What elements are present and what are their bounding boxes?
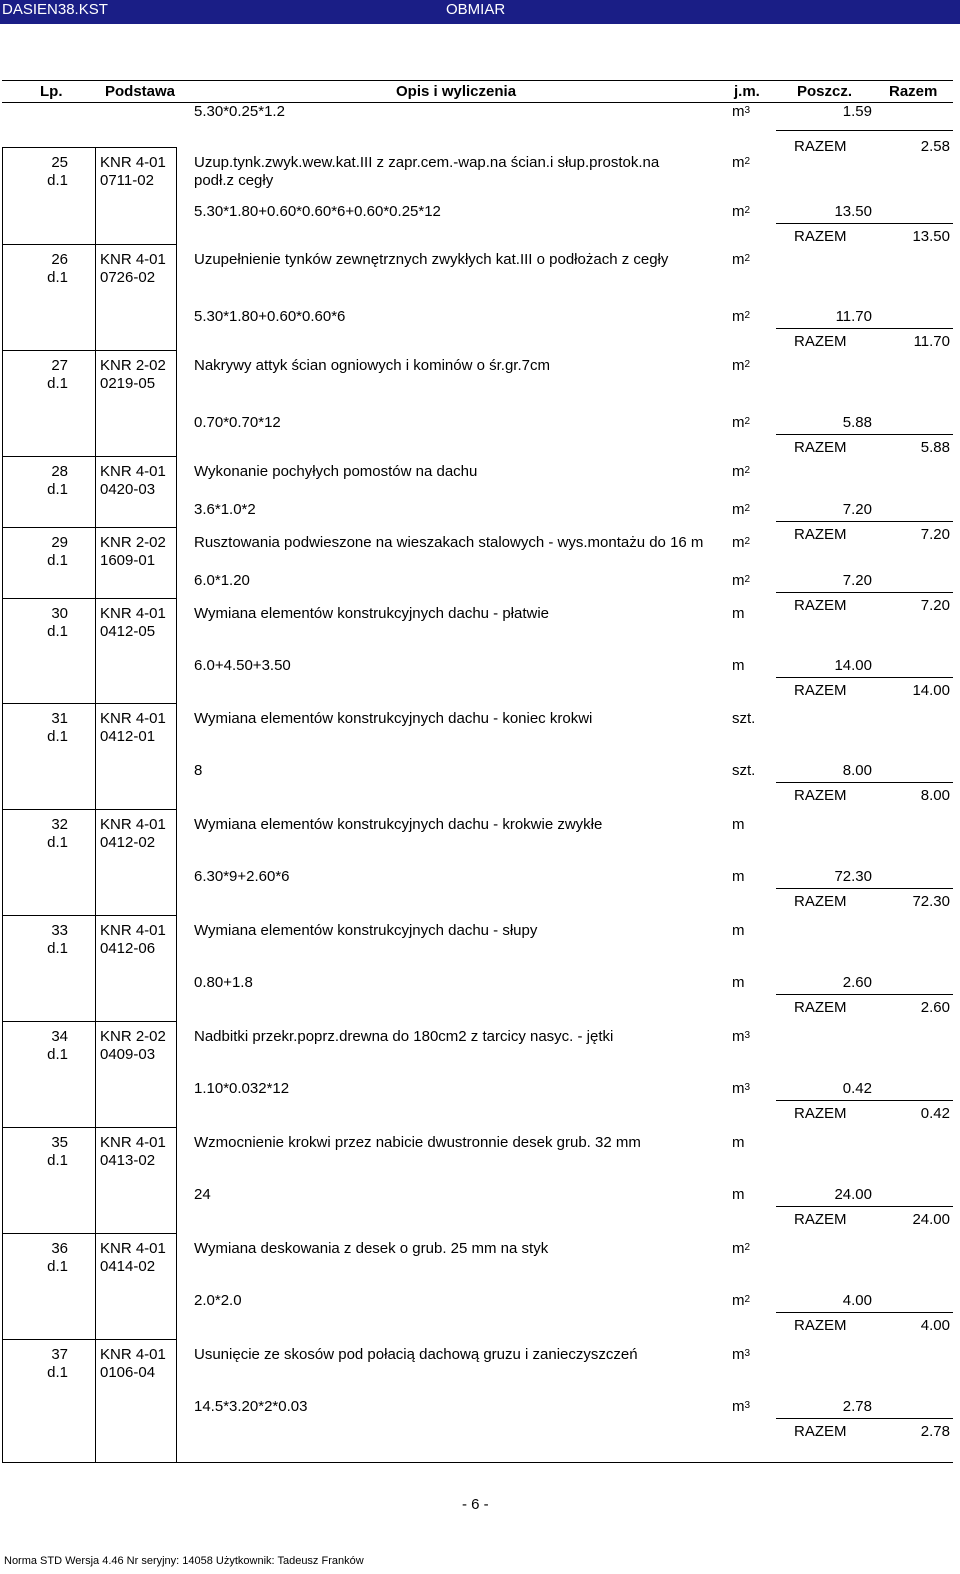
razem-separator [776,223,953,224]
razem-value: 2.58 [920,138,950,155]
col-divider [176,1340,177,1463]
item-formula-unit: $m^2$ [732,501,751,518]
razem-value: 11.70 [913,333,950,350]
item-value: 11.70 [835,308,872,325]
razem-separator [776,1418,953,1419]
item-unit: $m^3$ [732,1346,751,1363]
item-code: KNR 4-01 [100,1346,166,1363]
item-code: KNR 2-02 [100,1028,166,1045]
item-formula: 0.70*0.70*12 [194,414,281,431]
col-divider [2,915,3,1021]
item-description: Uzupełnienie tynków zewnętrznych zwykłych kat.III o podłożach z cegły [194,251,669,268]
col-divider [2,527,3,598]
item-number: 35 [51,1134,68,1151]
item-description: Wzmocnienie krokwi przez nabicie dwustronnie desek grub. 32 mm [194,1134,641,1151]
item-code: KNR 4-01 [100,1134,166,1151]
title-bar [0,0,960,24]
col-divider [95,809,96,915]
razem-label: RAZEM [794,787,847,804]
item-code: KNR 4-01 [100,1240,166,1257]
razem-value: 2.60 [920,999,950,1016]
row-separator [2,1127,176,1128]
item-formula-unit: m [732,657,745,674]
item-formula: 5.30*1.80+0.60*0.60*6 [194,308,346,325]
col-divider [2,1127,3,1233]
item-formula-unit: m [732,868,745,885]
item-number-suffix: d.1 [47,1364,68,1381]
col-divider [176,1021,177,1127]
item-value: 72.30 [834,868,872,885]
col-divider [95,1127,96,1233]
item-unit: m [732,816,745,833]
col-divider [176,456,177,527]
file-name: DASIEN38.KST [2,1,108,18]
item-formula: 5.30*1.80+0.60*0.60*6+0.60*0.25*12 [194,203,441,220]
item-code: KNR 4-01 [100,605,166,622]
item-formula-unit: $m^3$ [732,1398,751,1415]
row-separator [2,1233,176,1234]
col-divider [2,703,3,809]
item-number: 28 [51,463,68,480]
item-code-number: 0414-02 [100,1258,156,1275]
item-unit: m [732,605,745,622]
item-formula: 6.30*9+2.60*6 [194,868,290,885]
row-separator [2,456,176,457]
item-number: 36 [51,1240,68,1257]
item-formula: 6.0+4.50+3.50 [194,657,291,674]
item-code-number: 0726-02 [100,269,156,286]
item-value: 24.00 [834,1186,872,1203]
item-formula-unit: $m^2$ [732,308,751,325]
item-number-suffix: d.1 [47,269,68,286]
razem-value: 7.20 [920,526,950,543]
row-separator [2,244,176,245]
razem-value: 14.00 [912,682,950,699]
item-value: 13.50 [834,203,872,220]
razem-label: RAZEM [794,138,847,155]
razem-value: 13.50 [912,228,950,245]
header-razem: Razem [889,83,938,100]
item-unit: $m^2$ [732,357,751,374]
item-code-number: 0219-05 [100,375,156,392]
col-divider [176,809,177,915]
col-divider [2,1021,3,1127]
col-divider [176,703,177,809]
item-code-number: 0412-02 [100,834,156,851]
item-description: Wymiana elementów konstrukcyjnych dachu - koniec krokwi [194,710,593,727]
razem-label: RAZEM [794,1317,847,1334]
carry-value: 1.59 [842,103,872,120]
item-code: KNR 4-01 [100,251,166,268]
item-code-number: 0412-01 [100,728,156,745]
item-number-suffix: d.1 [47,834,68,851]
razem-label: RAZEM [794,893,847,910]
razem-value: 5.88 [920,439,950,456]
col-divider [176,527,177,598]
item-number-suffix: d.1 [47,552,68,569]
item-code: KNR 4-01 [100,710,166,727]
item-description: Nakrywy attyk ścian ogniowych i kominów o śr.gr.7cm [194,357,550,374]
item-number-suffix: d.1 [47,940,68,957]
item-code: KNR 2-02 [100,534,166,551]
item-code: KNR 4-01 [100,463,166,480]
razem-label: RAZEM [794,999,847,1016]
razem-separator [776,592,953,593]
item-number: 29 [51,534,68,551]
razem-label: RAZEM [794,597,847,614]
item-value: 2.78 [842,1398,872,1415]
item-number: 34 [51,1028,68,1045]
razem-separator [776,1100,953,1101]
item-description: Usunięcie ze skosów pod połacią dachową gruzu i zanieczyszczeń [194,1346,638,1363]
item-description-line2: podł.z cegły [194,172,274,189]
item-formula-unit: $m^2$ [732,414,751,431]
item-formula: 6.0*1.20 [194,572,250,589]
item-formula-unit: m [732,1186,745,1203]
item-code: KNR 4-01 [100,922,166,939]
col-divider [95,1340,96,1463]
item-code: KNR 4-01 [100,816,166,833]
col-divider [95,244,96,350]
item-formula-unit: m [732,974,745,991]
item-value: 7.20 [842,572,872,589]
item-number: 31 [51,710,68,727]
table-bottom-line [2,1462,953,1463]
razem-separator [776,994,953,995]
razem-label: RAZEM [794,682,847,699]
razem-label: RAZEM [794,1423,847,1440]
item-formula: 0.80+1.8 [194,974,253,991]
item-code-number: 0711-02 [100,172,154,189]
item-unit: m [732,1134,745,1151]
item-number-suffix: d.1 [47,481,68,498]
razem-label: RAZEM [794,439,847,456]
col-divider [176,147,177,244]
col-divider [95,456,96,527]
item-unit: $m^2$ [732,463,751,480]
item-code-number: 1609-01 [100,552,156,569]
col-divider [176,1233,177,1339]
item-number-suffix: d.1 [47,375,68,392]
row-separator [2,703,176,704]
item-formula: 3.6*1.0*2 [194,501,256,518]
item-value: 2.60 [842,974,872,991]
item-formula-unit: $m^2$ [732,203,751,220]
mode-label: OBMIAR [446,1,506,18]
razem-separator [776,521,953,522]
item-number-suffix: d.1 [47,623,68,640]
item-description: Wymiana elementów konstrukcyjnych dachu - słupy [194,922,538,939]
razem-value: 8.00 [920,787,950,804]
col-divider [95,703,96,809]
item-formula-unit: szt. [732,762,756,779]
item-formula: 2.0*2.0 [194,1292,242,1309]
col-divider [2,598,3,703]
col-divider [2,809,3,915]
header-podstawa: Podstawa [105,83,176,100]
item-code-number: 0409-03 [100,1046,156,1063]
razem-separator [776,677,953,678]
item-value: 4.00 [842,1292,872,1309]
item-code-number: 0412-05 [100,623,156,640]
item-value: 8.00 [842,762,872,779]
item-unit: m [732,922,745,939]
col-divider [2,147,3,244]
razem-label: RAZEM [794,1105,847,1122]
item-number-suffix: d.1 [47,1258,68,1275]
item-formula-unit: $m^2$ [732,1292,751,1309]
footer-text: Norma STD Wersja 4.46 Nr seryjny: 14058 Użytkownik: Tadeusz Franków [4,1555,364,1567]
item-number: 32 [51,816,68,833]
razem-value: 2.78 [920,1423,950,1440]
item-number-suffix: d.1 [47,172,68,189]
item-value: 5.88 [842,414,872,431]
header-opis: Opis i wyliczenia [396,83,517,100]
item-number: 25 [51,154,68,171]
col-divider [2,1233,3,1339]
page-number: - 6 - [462,1496,489,1513]
item-description: Nadbitki przekr.poprz.drewna do 180cm2 z tarcicy nasyc. - jętki [194,1028,614,1045]
row-separator [2,809,176,810]
razem-separator [776,782,953,783]
razem-label: RAZEM [794,526,847,543]
item-unit: $m^2$ [732,534,751,551]
row-separator [2,915,176,916]
row-separator [2,1021,176,1022]
col-divider [2,456,3,527]
row-separator [2,147,176,148]
item-value: 0.42 [842,1080,872,1097]
col-divider [176,1127,177,1233]
razem-value: 24.00 [912,1211,950,1228]
header-poszcz: Poszcz. [797,83,853,100]
row-separator [2,1339,176,1340]
item-code-number: 0412-06 [100,940,156,957]
item-code-number: 0413-02 [100,1152,156,1169]
razem-separator [776,328,953,329]
razem-separator [776,888,953,889]
item-description: Uzup.tynk.zwyk.wew.kat.III z zapr.cem.-wap.na ścian.i słup.prostok.na [194,154,660,171]
razem-separator [776,434,953,435]
row-separator [2,527,176,528]
razem-label: RAZEM [794,333,847,350]
row-separator [2,598,176,599]
col-divider [95,1233,96,1339]
item-number: 37 [51,1346,68,1363]
item-number-suffix: d.1 [47,1046,68,1063]
item-description: Rusztowania podwieszone na wieszakach stalowych - wys.montażu do 16 m [194,534,704,551]
razem-value: 4.00 [920,1317,950,1334]
col-divider [2,1340,3,1463]
item-formula-unit: $m^3$ [732,1080,751,1097]
item-unit: $m^3$ [732,1028,751,1045]
item-code: KNR 4-01 [100,154,166,171]
col-divider [95,147,96,244]
razem-separator [776,1206,953,1207]
header-jm: j.m. [734,83,760,100]
item-number: 33 [51,922,68,939]
item-description: Wymiana elementów konstrukcyjnych dachu - płatwie [194,605,550,622]
row-separator [2,350,176,351]
header-lp: Lp. [40,83,63,100]
item-code-number: 0420-03 [100,481,156,498]
col-divider [95,915,96,1021]
item-code: KNR 2-02 [100,357,166,374]
razem-label: RAZEM [794,228,847,245]
item-value: 7.20 [842,501,872,518]
col-divider [176,598,177,703]
col-divider [176,244,177,350]
col-divider [2,244,3,350]
razem-separator [776,1312,953,1313]
item-formula: 14.5*3.20*2*0.03 [194,1398,308,1415]
item-unit: $m^2$ [732,1240,751,1257]
item-unit: $m^2$ [732,251,751,268]
col-divider [95,1021,96,1127]
item-description: Wymiana deskowania z desek o grub. 25 mm na styk [194,1240,549,1257]
item-description: Wykonanie pochyłych pomostów na dachu [194,463,478,480]
item-number: 26 [51,251,68,268]
item-unit: szt. [732,710,756,727]
razem-label: RAZEM [794,1211,847,1228]
col-divider [176,350,177,456]
razem-value: 72.30 [912,893,950,910]
carry-formula: 5.30*0.25*1.2 [194,103,285,120]
col-divider [2,350,3,456]
item-formula: 24 [194,1186,211,1203]
item-number: 30 [51,605,68,622]
carry-unit: $m^3$ [732,103,751,120]
razem-value: 7.20 [920,597,950,614]
item-number: 27 [51,357,68,374]
col-divider [95,598,96,703]
item-code-number: 0106-04 [100,1364,156,1381]
item-number-suffix: d.1 [47,728,68,745]
item-formula: 8 [194,762,203,779]
item-formula: 1.10*0.032*12 [194,1080,290,1097]
item-number-suffix: d.1 [47,1152,68,1169]
item-value: 14.00 [834,657,872,674]
razem-value: 0.42 [920,1105,950,1122]
col-divider [176,915,177,1021]
item-description: Wymiana elementów konstrukcyjnych dachu - krokwie zwykłe [194,816,603,833]
col-divider [95,350,96,456]
col-divider [95,527,96,598]
item-formula-unit: $m^2$ [732,572,751,589]
item-unit: $m^2$ [732,154,751,171]
